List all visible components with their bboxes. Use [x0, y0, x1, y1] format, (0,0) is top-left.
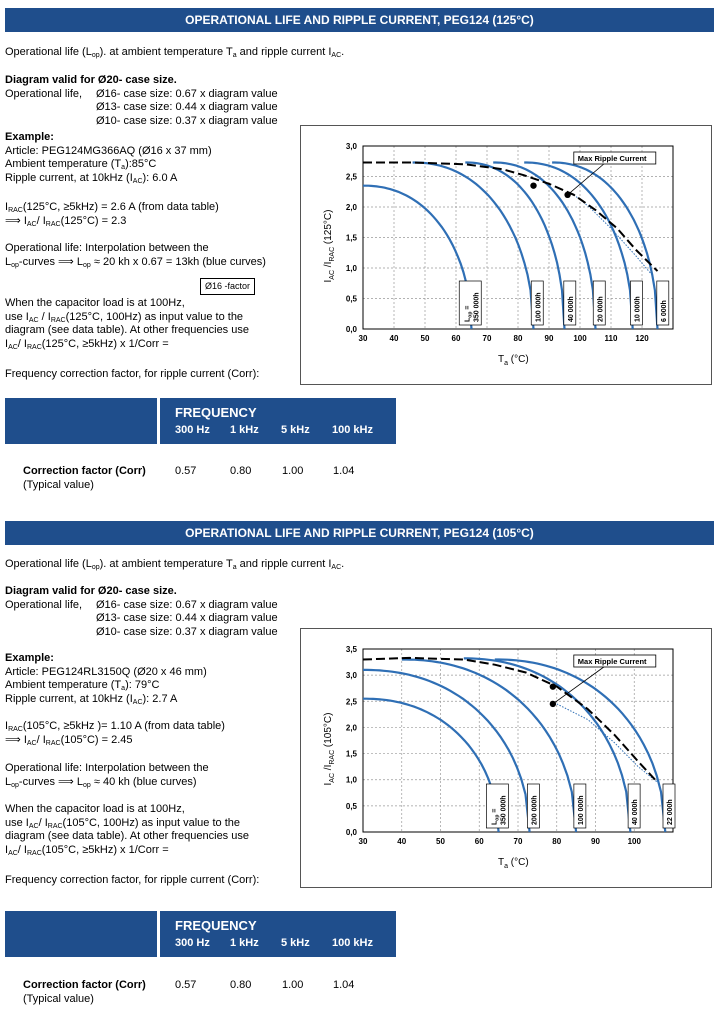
x-tick-label: 30 [358, 334, 368, 343]
example-block-125: Example: Article: PEG124MG366AQ (Ø16 x 37 mm) Ambient temperature $(T_a):85^\circ C$ Ripple current, at 10kHz $(I_{AC})$: 6.0 A [5, 131, 212, 185]
x-tick-label: 80 [552, 837, 562, 846]
curve-label-text: 6 000h [660, 300, 668, 322]
x-tick-label: 70 [513, 837, 523, 846]
curve-label-text: 350 000h [500, 795, 508, 825]
calculation-block-125: $I_{RAC}(125^\circ C$, ≥5kHz) = 2.6 A (from data table) ⟹ $I_{AC}/$ $I_{RAC}(125^\circ C) = 2.3$ [5, 201, 219, 228]
curve-label-text: 200 000h [531, 795, 539, 825]
curve-label [574, 784, 586, 828]
curve-label [657, 281, 669, 325]
x-tick-label: 80 [513, 334, 523, 343]
curve-label [630, 281, 642, 325]
y-tick-label: 2,5 [345, 697, 357, 707]
y-tick-label: 2,5 [345, 172, 357, 182]
life-curve-350000h [363, 699, 499, 832]
curve-label [486, 784, 508, 828]
x-tick-label: 70 [482, 334, 492, 343]
x-tick-label: 30 [358, 837, 368, 846]
corr-value: 1.04 [333, 465, 355, 477]
implies-arrow-icon: ⟹ [5, 733, 24, 746]
curve-label-text: 40 000h [632, 799, 640, 825]
x-tick-label: 100 [573, 334, 587, 343]
case-size-block-125: Diagram valid for Ø20- case size. Operational life, Ø16- case size: 0.67 x diagram value Ø13- case size: 0.44 x diagram value Ø10- case size: 0.37 x diagram value [5, 74, 278, 127]
curve-label-text: 100 000h [577, 795, 585, 825]
plot-frame [363, 146, 673, 329]
curve-label-text: 40 000h [567, 296, 575, 322]
table-header-left [5, 911, 157, 957]
y-tick-label: 0,0 [345, 325, 357, 334]
y-tick-label: 3,0 [345, 142, 357, 151]
x-tick-label: 50 [420, 334, 430, 343]
curve-label [628, 784, 640, 828]
curve-label-text: 350 000h [473, 292, 481, 322]
x-tick-label: 40 [397, 837, 407, 846]
x-tick-label: 100 [627, 837, 641, 846]
frequency-table-105 [5, 911, 396, 1011]
x-tick-label: 90 [544, 334, 554, 343]
implies-arrow-icon: ⟹ [54, 775, 77, 788]
corr-value: 1.04 [333, 979, 355, 991]
y-tick-label: 3,5 [345, 645, 357, 654]
curve-label-text: $L_{op}$ = [464, 305, 474, 322]
curve-label [564, 281, 576, 325]
y-tick-label: 0,5 [345, 294, 357, 304]
y-tick-label: 1,0 [345, 264, 357, 273]
x-tick-label: 60 [474, 837, 484, 846]
calculation-block-105: $I_{RAC}(105^\circ C$, ≥5kHz )= 1.10 A (from data table) ⟹ $I_{AC}/$ $I_{RAC}(105^\circ C) = 2.45$ [5, 720, 225, 747]
curve-label-text: $L_{op}$ = [491, 808, 501, 825]
y-tick-label: 0,5 [345, 801, 357, 811]
y-axis-label: $I_{AC}$ $/I_{RAC}$ (105°C) [323, 712, 336, 786]
freq-corr-text-125: Frequency correction factor, for ripple current (Corr): [5, 368, 260, 380]
frequency-table-125 [5, 398, 396, 498]
y-tick-label: 1,5 [345, 749, 357, 759]
curve-label [527, 784, 539, 828]
y-tick-label: 0,0 [345, 828, 357, 837]
curve-label-text: 20 000h [597, 296, 605, 322]
x-tick-label: 40 [389, 334, 399, 343]
section-banner-105: OPERATIONAL LIFE AND RIPPLE CURRENT, PEG124 (105°C) [5, 521, 714, 545]
freq-corr-text-105: Frequency correction factor, for ripple current (Corr): [5, 874, 260, 886]
curve-label-text: 100 000h [535, 292, 543, 322]
curve-label [663, 784, 675, 828]
curve-label-text: 10 000h [634, 296, 642, 322]
example-point [550, 683, 556, 689]
curve-label-text: 22 000h [667, 799, 674, 825]
y-axis-label: $I_{AC}$ $/I_{RAC}$ (125°C) [323, 209, 336, 283]
ripple-life-chart-105 [300, 628, 712, 888]
intro-text-125: Operational life $(L_{op})$. at ambient temperature $T_a$ and ripple current $I_{AC}$. [5, 46, 345, 59]
table-header-left [5, 398, 157, 444]
corr-value: 0.80 [230, 979, 252, 991]
corr-value: 0.57 [175, 465, 197, 477]
callout-leader [553, 667, 604, 704]
x-tick-label: 110 [604, 334, 618, 343]
y-tick-label: 2,0 [345, 723, 357, 733]
correction-factor-label: Correction factor (Corr) (Typical value) [23, 465, 146, 491]
callout-text: Max Ripple Current [577, 154, 647, 163]
y-tick-label: 3,0 [345, 671, 357, 681]
interpolation-block-125: Operational life: Interpolation between the $L_{op}$-curves ⟹ $L_{op} \approx 20$ kh x 0.67 = 13kh (blue curves) [5, 242, 266, 269]
y-tick-label: 2,0 [345, 203, 357, 212]
factor-callout-125: Ø16 -factor [200, 278, 255, 295]
corr-value: 1.00 [282, 465, 304, 477]
intro-text-105: Operational life $(L_{op})$. at ambient temperature $T_a$ and ripple current $I_{AC}$. [5, 558, 345, 571]
load-block-125: When the capacitor load is at 100Hz, use $I_{AC} / I_{RAC}(125^\circ C$, 100Hz) as input value to the diagram (see data table). At other frequencies use $I_{AC}/$ $I_{RAC}(125^\circ C$, ≥5kHz) x 1/Corr = [5, 297, 249, 351]
x-axis-label: $T_a$ (°C) [498, 354, 529, 367]
example-point [530, 182, 536, 188]
example-block-105: Example: Article: PEG124RL3150Q (Ø20 x 46 mm) Ambient temperature $(T_a)$: 79°C Ripple current, at 10kHz $(I_{AC})$: 2.7 A [5, 652, 207, 706]
curve-label [459, 281, 481, 325]
max-ripple-line [363, 658, 658, 782]
callout-text: Max Ripple Current [577, 657, 647, 666]
corr-value: 0.57 [175, 979, 197, 991]
implies-arrow-icon: ⟹ [54, 255, 77, 268]
x-tick-label: 50 [436, 837, 445, 846]
curve-label [531, 281, 543, 325]
x-tick-label: 90 [591, 837, 600, 846]
x-tick-label: 120 [635, 334, 649, 343]
case-size-block-105: Diagram valid for Ø20- case size. Operational life, Ø16- case size: 0.67 x diagram value Ø13- case size: 0.44 x diagram value Ø10- case size: 0.37 x diagram value [5, 585, 278, 638]
corr-value: 1.00 [282, 979, 304, 991]
table-header-frequency: FREQUENCY 300 Hz 1 kHz 5 kHz 100 kHz [160, 911, 396, 957]
x-tick-label: 60 [451, 334, 461, 343]
y-tick-label: 1,5 [345, 233, 357, 243]
corr-value: 0.80 [230, 465, 252, 477]
curve-label [593, 281, 605, 325]
table-header-frequency: FREQUENCY 300 Hz 1 kHz 5 kHz 100 kHz [160, 398, 396, 444]
load-block-105: When the capacitor load is at 100Hz, use $I_{AC}/$ $I_{RAC}(105^\circ C$, 100Hz) as input value to the diagram (see data table). At other frequencies use $I_{AC}/$ $I_{RAC}(105^\circ C$, ≥5kHz) x 1/Corr = [5, 803, 249, 857]
y-tick-label: 1,0 [345, 775, 357, 785]
ripple-life-chart-125 [300, 125, 712, 385]
implies-arrow-icon: ⟹ [5, 214, 24, 227]
example-point [550, 701, 556, 707]
correction-factor-label: Correction factor (Corr) (Typical value) [23, 979, 146, 1005]
section-banner-125: OPERATIONAL LIFE AND RIPPLE CURRENT, PEG124 (125°C) [5, 8, 714, 32]
x-axis-label: $T_a$ (°C) [498, 857, 529, 870]
interpolation-block-105: Operational life: Interpolation between the $L_{op}$-curves ⟹ $L_{op} \approx 40$ kh (blue curves) [5, 762, 209, 789]
